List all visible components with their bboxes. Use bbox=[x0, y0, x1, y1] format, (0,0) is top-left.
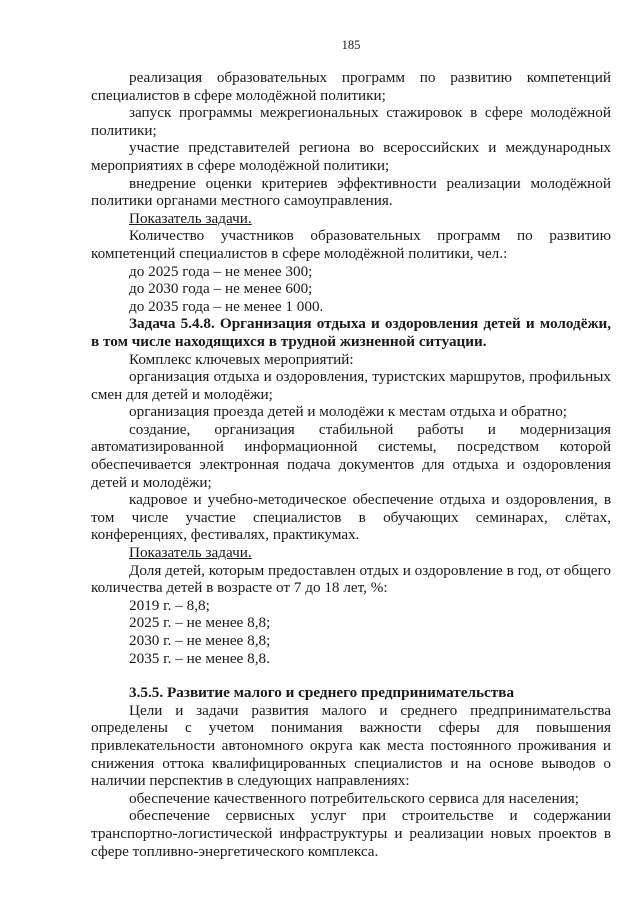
section-intro: Цели и задачи развития малого и среднего предпринимательства определены с учетом понимания важности сферы для повышения привлекательности автономного округа как места постоянного проживания и снижения оттока квалифицированных специалистов и на основе выводов о наличии перспектив в следующих направлениях: bbox=[91, 701, 611, 790]
target-line: 2025 г. – не менее 8,8; bbox=[129, 614, 271, 632]
measure-item: кадровое и учебно-методическое обеспечение отдыха и оздоровления, в том числе участие специалистов в обучающих семинарах, слётах, конференциях, фестивалях, практикумах. bbox=[91, 491, 611, 544]
section-item: обеспечение качественного потребительского сервиса для населения; bbox=[129, 789, 580, 807]
indicator-label-text: Показатель задачи. bbox=[129, 209, 252, 227]
section-item: обеспечение сервисных услуг при строительстве и содержании транспортно-логистической инфраструктуры и реализации новых проектов в сфере топливно-энергетического комплекса. bbox=[91, 807, 611, 860]
target-line: 2030 г. – не менее 8,8; bbox=[129, 632, 271, 649]
measure-item: организация отдыха и оздоровления, туристских маршрутов, профильных смен для детей и молодёжи; bbox=[91, 368, 611, 403]
measure-item: создание, организация стабильной работы и модернизация автоматизированной информационной системы, посредством которой обеспечивается электронная подача документов для отдыха и оздоровления детей и молодёжи; bbox=[91, 420, 611, 491]
target-line: до 2025 года – не менее 300; bbox=[129, 262, 313, 280]
paragraph: запуск программы межрегиональных стажировок в сфере молодёжной политики; bbox=[91, 104, 611, 139]
target-line: 2019 г. – 8,8; bbox=[129, 596, 210, 614]
indicator-text: Количество участников образовательных программ по развитию компетенций специалистов в сфере молодёжной политики, чел.: bbox=[91, 227, 611, 262]
target-line: до 2030 года – не менее 600; bbox=[129, 280, 313, 298]
indicator-label bbox=[91, 210, 611, 228]
indicator-label bbox=[91, 544, 611, 562]
page-number: 185 bbox=[341, 38, 361, 52]
spacer bbox=[91, 667, 611, 684]
measures-intro: Комплекс ключевых мероприятий: bbox=[129, 350, 354, 368]
paragraph: внедрение оценки критериев эффективности реализации молодёжной политики органами местного самоуправления. bbox=[91, 174, 611, 210]
indicator-text: Доля детей, которым предоставлен отдых и оздоровление в год, от общего количества детей в возрасте от 7 до 18 лет, %: bbox=[91, 561, 611, 597]
target-line: 2035 г. – не менее 8,8. bbox=[129, 649, 270, 667]
indicator-label-text: Показатель задачи. bbox=[129, 544, 252, 562]
paragraph: реализация образовательных программ по развитию компетенций специалистов в сфере молодёжной политики; bbox=[91, 69, 611, 104]
task-heading: Задача 5.4.8. Организация отдыха и оздоровления детей и молодёжи, в том числе находящихся в трудной жизненной ситуации. bbox=[91, 315, 611, 350]
section-heading: 3.5.5. Развитие малого и среднего предпринимательства bbox=[129, 684, 515, 702]
document-page bbox=[91, 38, 611, 860]
target-line: до 2035 года – не менее 1 000. bbox=[129, 297, 324, 315]
measure-item: организация проезда детей и молодёжи к местам отдыха и обратно; bbox=[129, 403, 568, 421]
paragraph: участие представителей региона во всероссийских и международных мероприятиях в сфере молодёжной политики; bbox=[91, 139, 611, 174]
